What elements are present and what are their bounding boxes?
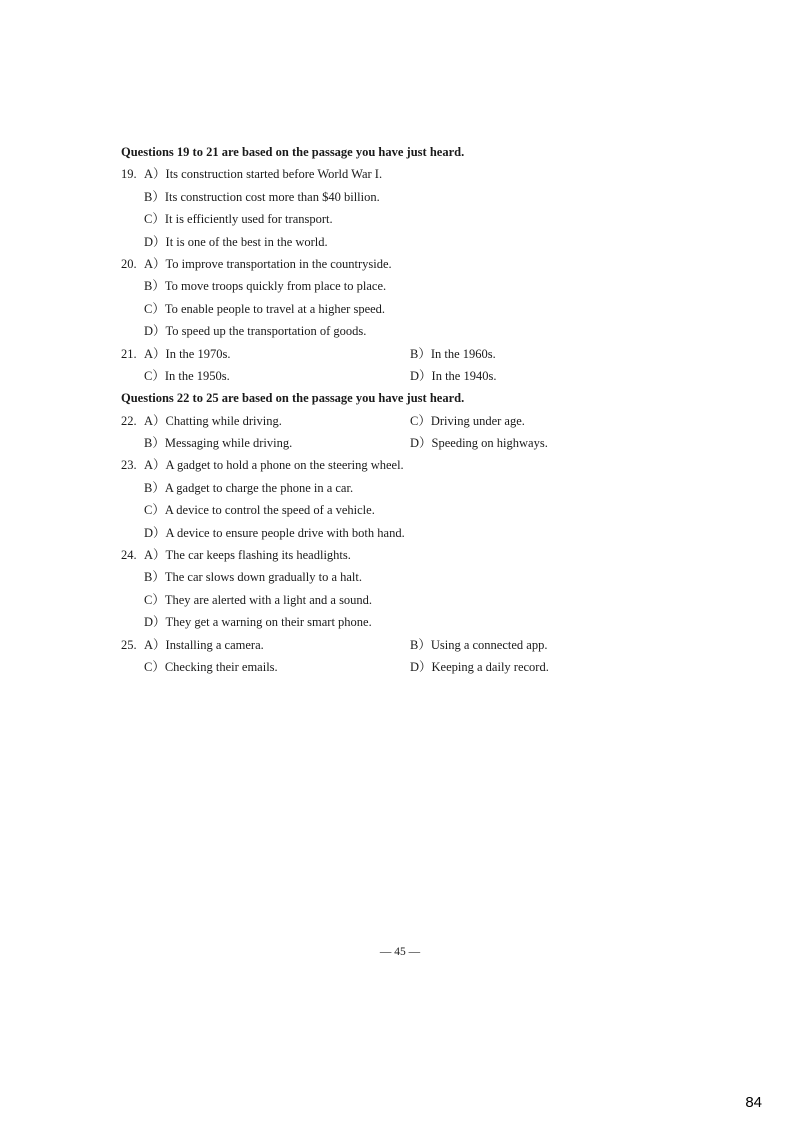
option-d: D）Speeding on highways. bbox=[410, 436, 548, 451]
option-c: C）It is efficiently used for transport. bbox=[144, 212, 333, 227]
option-d: D）In the 1940s. bbox=[410, 368, 497, 383]
section-heading-22-25: Questions 22 to 25 are based on the passage you have just heard. bbox=[121, 391, 465, 406]
option-a: A）Installing a camera. bbox=[144, 637, 264, 652]
question-23-row-d bbox=[121, 522, 581, 544]
question-number: 25. bbox=[121, 637, 137, 652]
question-25-row-2 bbox=[121, 656, 581, 678]
question-23-row-c bbox=[121, 499, 581, 521]
option-a: A）To improve transportation in the countryside. bbox=[144, 256, 392, 271]
option-a: A）Its construction started before World War I. bbox=[144, 167, 383, 182]
question-24-row-c bbox=[121, 589, 581, 611]
question-19-row-d bbox=[121, 231, 581, 253]
option-a: A）In the 1970s. bbox=[144, 346, 231, 361]
option-b: B）Its construction cost more than $40 billion. bbox=[144, 189, 380, 204]
question-19-row-b bbox=[121, 186, 581, 208]
question-25-row-1 bbox=[121, 634, 581, 656]
option-c: C）In the 1950s. bbox=[144, 368, 230, 383]
question-number: 20. bbox=[121, 256, 137, 271]
question-23-row-a bbox=[121, 454, 581, 476]
question-24-row-a bbox=[121, 544, 581, 566]
question-22-row-2 bbox=[121, 432, 581, 454]
option-b: B）In the 1960s. bbox=[410, 346, 496, 361]
option-c: C）They are alerted with a light and a sound. bbox=[144, 592, 373, 607]
option-b: B）To move troops quickly from place to place. bbox=[144, 279, 387, 294]
option-b: B）A gadget to charge the phone in a car. bbox=[144, 480, 354, 495]
question-number: 23. bbox=[121, 458, 137, 473]
section-heading-19-21: Questions 19 to 21 are based on the passage you have just heard. bbox=[121, 145, 465, 159]
question-22-row-1 bbox=[121, 410, 581, 432]
question-20-row-a bbox=[121, 253, 581, 275]
option-a: A）The car keeps flashing its headlights. bbox=[144, 548, 351, 563]
page-footer-number: — 45 — bbox=[379, 946, 421, 958]
question-number: 24. bbox=[121, 548, 137, 563]
option-c: C）Driving under age. bbox=[410, 413, 525, 428]
option-a: A）Chatting while driving. bbox=[144, 413, 282, 428]
option-c: C）To enable people to travel at a higher speed. bbox=[144, 301, 386, 316]
option-c: C）A device to control the speed of a vehicle. bbox=[144, 503, 375, 518]
question-21-row-2 bbox=[121, 365, 581, 387]
question-19-row-a bbox=[121, 163, 581, 185]
question-number: 19. bbox=[121, 167, 137, 182]
question-number: 21. bbox=[121, 346, 137, 361]
question-24-row-d bbox=[121, 611, 581, 633]
option-c: C）Checking their emails. bbox=[144, 659, 278, 674]
option-b: B）Messaging while driving. bbox=[144, 436, 293, 451]
option-a: A）A gadget to hold a phone on the steering wheel. bbox=[144, 458, 404, 473]
option-d: D）Keeping a daily record. bbox=[410, 659, 549, 674]
question-20-row-b bbox=[121, 275, 581, 297]
question-21-row-1 bbox=[121, 343, 581, 365]
option-d: D）A device to ensure people drive with both hand. bbox=[144, 525, 405, 540]
question-20-row-c bbox=[121, 298, 581, 320]
option-b: B）Using a connected app. bbox=[410, 637, 548, 652]
question-number: 22. bbox=[121, 413, 137, 428]
option-d: D）They get a warning on their smart phone. bbox=[144, 615, 372, 630]
option-b: B）The car slows down gradually to a halt. bbox=[144, 570, 363, 585]
option-d: D）It is one of the best in the world. bbox=[144, 234, 328, 249]
question-20-row-d bbox=[121, 320, 581, 342]
question-23-row-b bbox=[121, 477, 581, 499]
corner-page-number: 84 bbox=[745, 1094, 762, 1111]
questions-content bbox=[121, 141, 581, 678]
option-d: D）To speed up the transportation of goods. bbox=[144, 324, 367, 339]
question-24-row-b bbox=[121, 566, 581, 588]
question-19-row-c bbox=[121, 208, 581, 230]
